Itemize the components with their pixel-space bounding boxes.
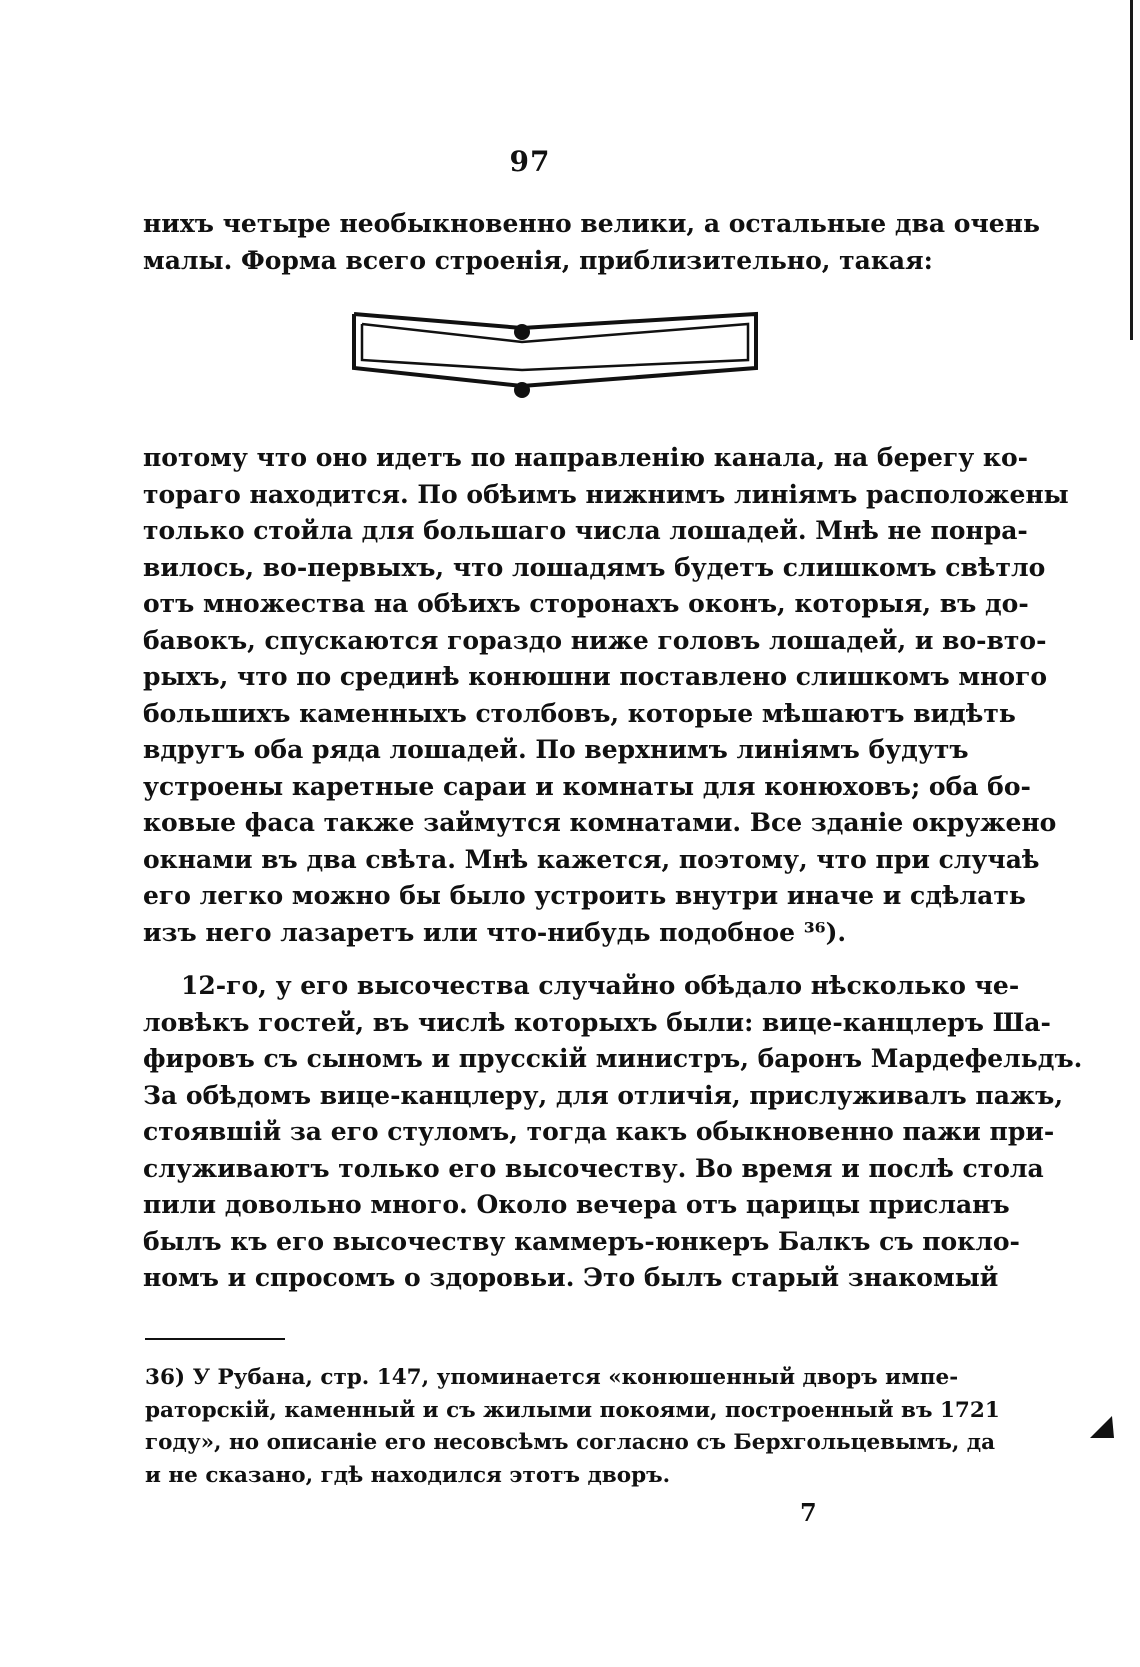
text-line: большихъ каменныхъ столбовъ, которые мѣшаютъ видѣть	[143, 698, 1016, 728]
text-line: номъ и спросомъ о здоровьи. Это былъ старый знакомый	[143, 1263, 999, 1292]
text-line: бавокъ, спускаются гораздо ниже головъ лошадей, и во-вто-	[143, 625, 1047, 655]
text-line: отъ множества на обѣихъ сторонахъ оконъ, которыя, въ до-	[143, 589, 1029, 618]
text-line: 12-го, у его высочества случайно обѣдало нѣсколько че-	[181, 971, 1020, 1000]
footnote-line: раторскій, каменный и съ жилыми покоями, построенный въ 1721	[145, 1397, 1000, 1423]
text-line: былъ къ его высочеству каммеръ-юнкеръ Балкъ съ покло-	[143, 1226, 1020, 1256]
text-line: окнами въ два свѣта. Мнѣ кажется, поэтому, что при случаѣ	[143, 844, 1040, 874]
text-line: только стойла для большаго числа лошадей. Мнѣ не понра-	[143, 516, 1028, 545]
text-line: изъ него лазаретъ или что-нибудь подобное ³⁶).	[143, 917, 847, 947]
plan-center-dot-bottom	[514, 382, 530, 398]
text-line: За обѣдомъ вице-канцлеру, для отличія, прислуживалъ пажъ,	[143, 1080, 1064, 1110]
paragraph-stables	[143, 440, 1069, 951]
text-line: нихъ четыре необыкновенно велики, а остальные два очень	[143, 209, 1040, 238]
text-line: вилось, во-первыхъ, что лошадямъ будетъ слишкомъ свѣтло	[143, 552, 1046, 582]
text-line: фировъ съ сыномъ и прусскій министръ, баронъ Мардефельдъ.	[143, 1044, 1083, 1073]
footnote-36	[145, 1362, 1000, 1492]
text-line: пили довольно много. Около вечера отъ царицы присланъ	[143, 1190, 1010, 1219]
text-line: стоявшій за его стуломъ, тогда какъ обыкновенно пажи при-	[143, 1117, 1055, 1146]
text-line: служиваютъ только его высочеству. Во время и послѣ стола	[143, 1153, 1044, 1183]
text-line: тораго находится. По обѣимъ нижнимъ линіямъ расположены	[143, 479, 1069, 509]
footnote-divider	[145, 1338, 285, 1340]
scan-edge-line	[1130, 0, 1133, 340]
plan-center-dot-top	[514, 324, 530, 340]
text-line: потому что оно идетъ по направленію канала, на берегу ко-	[143, 443, 1029, 472]
paragraph-dinner	[143, 968, 1083, 1297]
text-line: его легко можно бы было устроить внутри иначе и сдѣлать	[143, 881, 1026, 910]
text-line: ловѣкъ гостей, въ числѣ которыхъ были: вице-канцлеръ Ша-	[143, 1007, 1051, 1037]
footnote-line: году», но описаніе его несовсѣмъ согласно съ Берхгольцевымъ, да	[145, 1430, 996, 1455]
plan-outline	[354, 314, 756, 386]
footnote-line: и не сказано, гдѣ находился этотъ дворъ.	[145, 1462, 671, 1488]
text-line: устроены каретные сараи и комнаты для конюховъ; оба бо-	[143, 771, 1031, 801]
ink-blot-mark-icon	[1090, 1416, 1114, 1438]
text-line: ковые фаса также займутся комнатами. Все зданіе окружено	[143, 808, 1057, 837]
plan-inner-outline	[362, 324, 748, 370]
page-number: 97	[509, 145, 551, 178]
signature-mark: 7	[800, 1498, 817, 1527]
footnote-line: 36) У Рубана, стр. 147, упоминается «конюшенный дворъ импе-	[145, 1365, 959, 1390]
text-line: малы. Форма всего строенія, приблизительно, такая:	[143, 245, 933, 275]
text-line: вдругъ оба ряда лошадей. По верхнимъ линіямъ будутъ	[143, 735, 969, 764]
stable-plan-diagram	[352, 310, 758, 422]
intro-paragraph	[143, 206, 1040, 279]
text-line: рыхъ, что по срединѣ конюшни поставлено слишкомъ много	[143, 662, 1048, 691]
